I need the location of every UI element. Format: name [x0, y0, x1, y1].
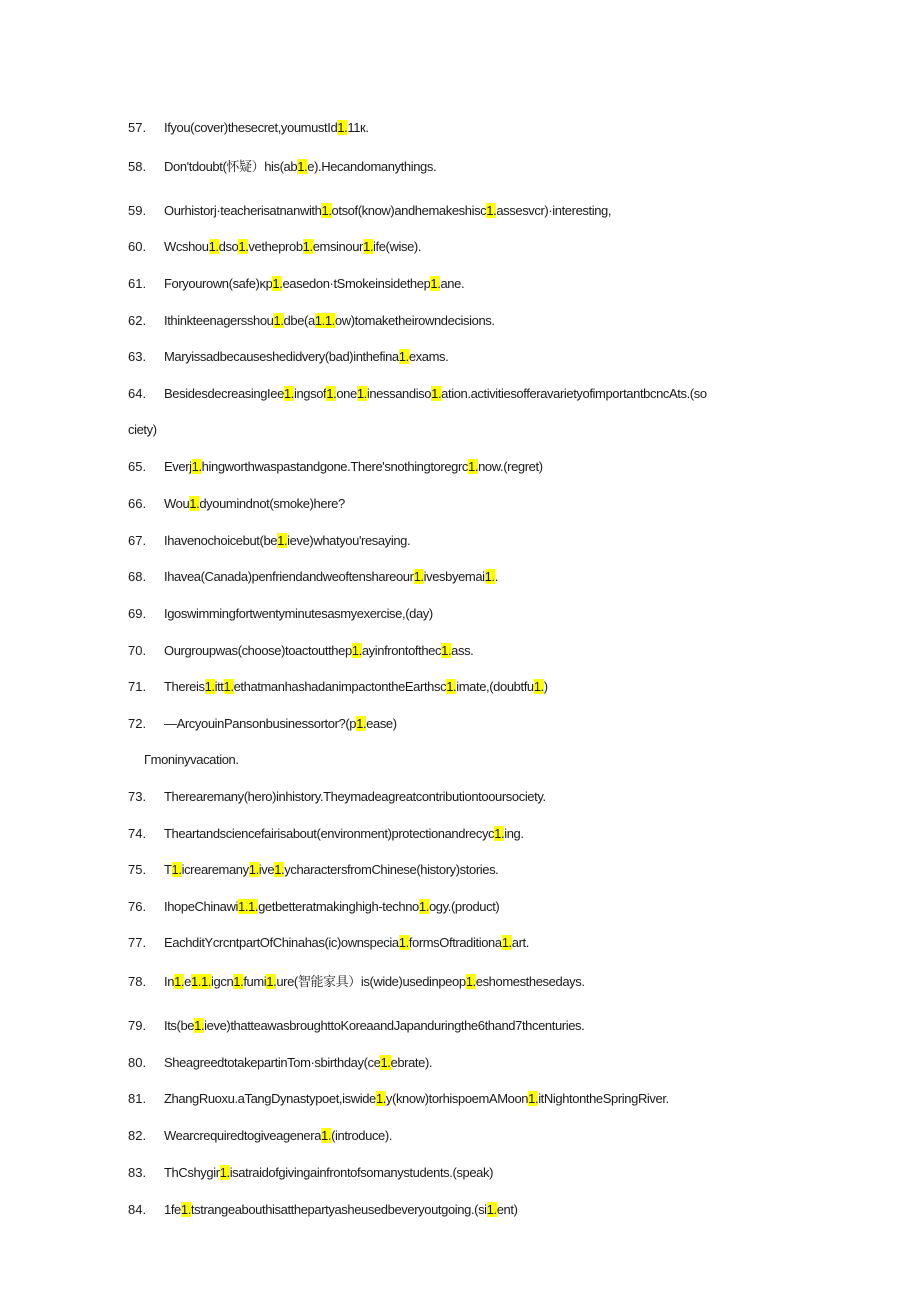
highlighted-fragment: 1.	[465, 974, 476, 989]
item-number: 66.	[128, 496, 147, 511]
exercise-line	[128, 533, 410, 549]
text-fragment: ayinfrontofthec	[361, 643, 442, 658]
text-fragment: tstrangeabouthisatthepartyasheusedbeveryoutgoing.(si	[190, 1202, 487, 1217]
text-fragment: ivesbyemai	[423, 569, 485, 584]
text-fragment: ethatmanhashadanimpactontheEarthsc	[233, 679, 447, 694]
text-fragment: 11к.	[347, 120, 369, 135]
highlighted-fragment: 1.	[194, 1018, 205, 1033]
text-fragment: Ihavea(Canada)penfriendandweoftenshareour	[164, 569, 414, 584]
item-text	[164, 789, 546, 804]
exercise-line	[128, 569, 498, 585]
text-fragment: y(know)torhispoemAMoon	[385, 1091, 529, 1106]
highlighted-fragment: 1.	[484, 569, 495, 584]
highlighted-fragment: 1.	[430, 276, 441, 291]
highlighted-fragment: 1.	[223, 679, 234, 694]
item-number: 84.	[128, 1202, 147, 1217]
item-number: 79.	[128, 1018, 147, 1033]
highlighted-fragment: 1.	[413, 569, 424, 584]
text-fragment: BesidesdecreasingIee	[164, 386, 284, 401]
item-text	[128, 422, 157, 437]
exercise-line	[128, 496, 345, 512]
text-fragment: )	[543, 679, 548, 694]
item-text	[164, 606, 433, 621]
item-number: 76.	[128, 899, 147, 914]
text-fragment: ogy.(product)	[428, 899, 500, 914]
item-text	[144, 752, 239, 767]
item-text	[164, 1128, 392, 1143]
text-fragment: inessandiso	[366, 386, 432, 401]
highlighted-fragment: 1.	[418, 899, 429, 914]
text-fragment: itt	[214, 679, 224, 694]
text-fragment: ZhangRuoxu.aTangDynastypoet,iswide	[164, 1091, 376, 1106]
text-fragment: Ourgroupwas(choose)toactoutthep	[164, 643, 352, 658]
highlighted-fragment: 1.	[171, 862, 182, 877]
item-number: 71.	[128, 679, 147, 694]
highlighted-fragment: 1.	[180, 1202, 191, 1217]
highlighted-fragment: 1.	[321, 1128, 332, 1143]
exercise-line	[128, 643, 473, 659]
text-fragment: e	[184, 974, 191, 989]
item-number: 60.	[128, 239, 147, 254]
text-fragment: art.	[511, 935, 529, 950]
exercise-line	[128, 1091, 669, 1107]
item-number: 82.	[128, 1128, 147, 1143]
text-fragment: Wcshou	[164, 239, 209, 254]
text-fragment: igcn	[211, 974, 234, 989]
item-number: 62.	[128, 313, 147, 328]
item-text	[164, 935, 529, 950]
text-fragment: Therearemany(hero)inhistory.Theymadeagreatcontributiontooursociety.	[164, 789, 546, 804]
text-fragment: ieve)whatyou'resaying.	[287, 533, 411, 548]
highlighted-fragment: 1.	[277, 533, 288, 548]
item-text	[164, 386, 707, 401]
exercise-line	[128, 159, 436, 175]
exercise-line	[128, 716, 397, 732]
item-text	[164, 120, 369, 135]
highlighted-fragment: 1.	[468, 459, 479, 474]
highlighted-fragment: 1.	[204, 679, 215, 694]
item-number: 78.	[128, 974, 147, 989]
highlighted-fragment: 1.1.	[314, 313, 335, 328]
highlighted-fragment: 1.	[191, 459, 202, 474]
text-fragment: Theartandsciencefairisabout(environment)protectionandrecyc	[164, 826, 495, 841]
exercise-line	[128, 276, 464, 292]
item-text	[164, 643, 473, 658]
text-fragment: ure(智能家具）is(wide)usedinpeop	[276, 974, 466, 989]
exercise-line	[128, 386, 707, 402]
item-number: 68.	[128, 569, 147, 584]
highlighted-fragment: 1.	[351, 643, 362, 658]
item-text	[164, 569, 498, 584]
text-fragment: (introduce).	[331, 1128, 393, 1143]
item-text	[164, 1091, 669, 1106]
highlighted-fragment: 1.	[431, 386, 442, 401]
item-text	[164, 313, 495, 328]
text-fragment: Foryourown(safe)ĸp	[164, 276, 273, 291]
exercise-line	[128, 239, 421, 255]
text-fragment: Ifyou(cover)thesecret,youmustId	[164, 120, 338, 135]
item-text	[164, 1202, 518, 1217]
item-text	[164, 1165, 493, 1180]
text-fragment: otsof(know)andhemakeshisc	[331, 203, 487, 218]
highlighted-fragment: 1.	[528, 1091, 539, 1106]
exercise-line	[128, 459, 543, 475]
highlighted-fragment: 1.	[248, 862, 259, 877]
text-fragment: Гmoninyvacation.	[144, 752, 239, 767]
highlighted-fragment: 1.	[356, 386, 367, 401]
text-fragment: assesvcr)·interesting,	[496, 203, 612, 218]
item-number: 67.	[128, 533, 147, 548]
text-fragment: e).Hecandomanythings.	[307, 159, 437, 174]
exercise-line	[144, 752, 239, 768]
text-fragment: emsinour	[312, 239, 363, 254]
item-text	[164, 533, 410, 548]
item-number: 63.	[128, 349, 147, 364]
text-fragment: T	[164, 862, 172, 877]
exercise-line	[128, 606, 433, 622]
text-fragment: ebrate).	[390, 1055, 433, 1070]
text-fragment: itNightontheSpringRiver.	[538, 1091, 669, 1106]
text-fragment: formsOftraditiona	[408, 935, 502, 950]
text-fragment: easedon·tSmokeinsidethep	[282, 276, 431, 291]
text-fragment: ife(wise).	[373, 239, 422, 254]
highlighted-fragment: 1.1.	[237, 899, 259, 914]
text-fragment: ThCshygir	[164, 1165, 220, 1180]
highlighted-fragment: 1.	[375, 1091, 386, 1106]
text-fragment: SheagreedtotakepartinTom·sbirthday(ce	[164, 1055, 381, 1070]
item-text	[164, 1055, 432, 1070]
highlighted-fragment: 1.	[321, 203, 332, 218]
text-fragment: icrearemany	[181, 862, 249, 877]
text-fragment: Don'tdoubt(怀疑）his(ab	[164, 159, 298, 174]
item-text	[164, 826, 524, 841]
highlighted-fragment: 1.	[501, 935, 512, 950]
text-fragment: fumi	[243, 974, 267, 989]
item-number: 73.	[128, 789, 147, 804]
highlighted-fragment: 1.	[398, 349, 409, 364]
highlighted-fragment: 1.	[337, 120, 348, 135]
item-text	[164, 459, 543, 474]
text-fragment: imate,(doubtfu	[456, 679, 534, 694]
item-text	[164, 496, 345, 511]
text-fragment: ease)	[366, 716, 397, 731]
text-fragment: ciety)	[128, 422, 157, 437]
highlighted-fragment: 1.	[486, 203, 497, 218]
item-number: 80.	[128, 1055, 147, 1070]
highlighted-fragment: 1.	[272, 276, 283, 291]
exercise-line	[128, 789, 546, 805]
text-fragment: vetheprob	[248, 239, 303, 254]
text-fragment: Ourhistorj·teacherisatnanwith	[164, 203, 322, 218]
exercise-line	[128, 349, 448, 365]
highlighted-fragment: 1.	[238, 239, 249, 254]
item-number: 59.	[128, 203, 147, 218]
highlighted-fragment: 1.	[362, 239, 374, 254]
highlighted-fragment: 1.	[441, 643, 452, 658]
text-fragment: ing.	[504, 826, 524, 841]
item-text	[164, 349, 448, 364]
item-number: 61.	[128, 276, 147, 291]
item-text	[164, 899, 499, 914]
text-fragment: now.(regret)	[478, 459, 543, 474]
exercise-line	[128, 974, 585, 990]
item-number: 74.	[128, 826, 147, 841]
text-fragment: ow)tomaketheirowndecisions.	[334, 313, 495, 328]
text-fragment: ieve)thatteawasbroughttoKoreaandJapanduringthe6thand7thcenturies.	[204, 1018, 585, 1033]
highlighted-fragment: 1.	[446, 679, 457, 694]
highlighted-fragment: 1.	[356, 716, 367, 731]
text-fragment: Its(be	[164, 1018, 195, 1033]
item-number: 81.	[128, 1091, 147, 1106]
highlighted-fragment: 1.	[219, 1165, 230, 1180]
text-fragment: Ithinkteenagersshou	[164, 313, 274, 328]
text-fragment: dyoumindnot(smoke)here?	[199, 496, 345, 511]
text-fragment: ation.activitiesofferavarietyofimportantbcncAts.(so	[441, 386, 707, 401]
item-text	[164, 862, 498, 877]
item-number: 75.	[128, 862, 147, 877]
exercise-line	[128, 313, 495, 329]
highlighted-fragment: 1.	[297, 159, 308, 174]
highlighted-fragment: 1.	[494, 826, 505, 841]
exercise-line	[128, 422, 157, 438]
item-number: 70.	[128, 643, 147, 658]
text-fragment: Everj	[164, 459, 192, 474]
item-number: 57.	[128, 120, 147, 135]
item-number: 65.	[128, 459, 147, 474]
highlighted-fragment: 1.	[174, 974, 185, 989]
exercise-line	[128, 1128, 392, 1144]
item-number: 64.	[128, 386, 147, 401]
item-text	[164, 203, 611, 218]
highlighted-fragment: 1.	[283, 386, 294, 401]
text-fragment: Wearcrequiredtogiveagenera	[164, 1128, 322, 1143]
highlighted-fragment: 1.	[380, 1055, 391, 1070]
text-fragment: ycharactersfromChinese(history)stories.	[284, 862, 499, 877]
text-fragment: one	[336, 386, 357, 401]
text-fragment: Thereis	[164, 679, 205, 694]
text-fragment: ass.	[451, 643, 474, 658]
text-fragment: exams.	[408, 349, 449, 364]
highlighted-fragment: 1.	[273, 313, 284, 328]
exercise-line	[128, 679, 548, 695]
text-fragment: getbetteratmakinghigh-techno	[258, 899, 419, 914]
text-fragment: —ArcyouinPansonbusinessortor?(p	[164, 716, 357, 731]
exercise-line	[128, 1165, 493, 1181]
highlighted-fragment: 1.	[302, 239, 313, 254]
item-text	[164, 159, 436, 174]
text-fragment: ent)	[496, 1202, 518, 1217]
text-fragment: ingsof	[293, 386, 327, 401]
text-fragment: IhopeChinawi	[164, 899, 238, 914]
text-fragment: hingworthwaspastandgone.There'snothingtoregrc	[201, 459, 469, 474]
item-text	[164, 716, 397, 731]
text-fragment: dso	[218, 239, 239, 254]
text-fragment: In	[164, 974, 175, 989]
highlighted-fragment: 1.	[208, 239, 219, 254]
text-fragment: isatraidofgivingainfrontofsomanystudents.(speak)	[229, 1165, 494, 1180]
text-fragment: ive	[258, 862, 275, 877]
exercise-line	[128, 899, 499, 915]
text-fragment: Wou	[164, 496, 190, 511]
highlighted-fragment: 1.	[533, 679, 544, 694]
text-fragment: .	[494, 569, 498, 584]
highlighted-fragment: 1.	[266, 974, 277, 989]
exercise-line	[128, 826, 524, 842]
exercise-line	[128, 203, 611, 219]
exercise-line	[128, 1055, 432, 1071]
item-text	[164, 276, 464, 291]
highlighted-fragment: 1.	[486, 1202, 497, 1217]
exercise-line	[128, 1202, 518, 1218]
text-fragment: Ihavenochoicebut(be	[164, 533, 278, 548]
highlighted-fragment: 1.	[233, 974, 244, 989]
item-text	[164, 679, 548, 694]
item-text	[164, 1018, 584, 1033]
item-number: 77.	[128, 935, 147, 950]
exercise-line	[128, 935, 529, 951]
item-number: 72.	[128, 716, 147, 731]
highlighted-fragment: 1.	[189, 496, 200, 511]
item-number: 58.	[128, 159, 147, 174]
text-fragment: EachditYcrcntpartOfChinahas(ic)ownspecia	[164, 935, 399, 950]
highlighted-fragment: 1.	[326, 386, 337, 401]
exercise-line	[128, 1018, 584, 1034]
text-fragment: eshomesthesedays.	[475, 974, 585, 989]
highlighted-fragment: 1.1.	[190, 974, 212, 989]
item-text	[164, 239, 421, 254]
exercise-line	[128, 862, 498, 878]
item-text	[164, 974, 585, 989]
text-fragment: 1fe	[164, 1202, 181, 1217]
text-fragment: Maryissadbecauseshedidvery(bad)inthefina	[164, 349, 399, 364]
exercise-line	[128, 120, 369, 136]
highlighted-fragment: 1.	[398, 935, 409, 950]
text-fragment: dbe(a	[283, 313, 315, 328]
item-number: 69.	[128, 606, 147, 621]
item-number: 83.	[128, 1165, 147, 1180]
text-fragment: Igoswimmingfortwentyminutesasmyexercise,(day)	[164, 606, 433, 621]
highlighted-fragment: 1.	[274, 862, 285, 877]
text-fragment: ane.	[440, 276, 465, 291]
